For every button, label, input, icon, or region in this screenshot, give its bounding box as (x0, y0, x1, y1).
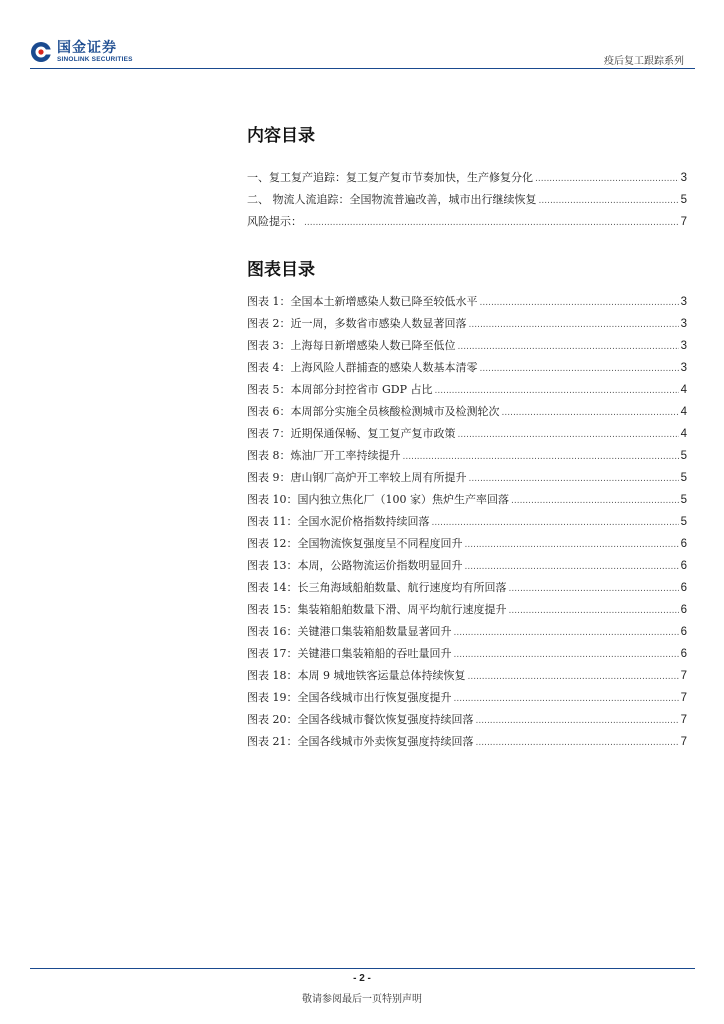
figure-entry[interactable] (247, 577, 687, 599)
figure-entry-label: 图表 7：近期保通保畅、复工复产复市政策 (247, 427, 456, 440)
dot-leader (454, 688, 679, 710)
figure-entry-page: 6 (680, 648, 687, 660)
figure-entry[interactable] (247, 643, 687, 665)
contents-entry-label: 一、复工复产追踪：复工复产复市节奏加快，生产修复分化 (247, 171, 533, 184)
figure-entry-page: 5 (680, 472, 687, 484)
figure-entry-label: 图表 6：本周部分实施全员核酸检测城市及检测轮次 (247, 405, 500, 418)
contents-entry-page: 5 (680, 194, 687, 206)
figure-entry[interactable] (247, 379, 687, 401)
figure-entry-label: 图表 2：近一周，多数省市感染人数显著回落 (247, 317, 467, 330)
figure-entry[interactable] (247, 621, 687, 643)
figure-entry-label: 图表 17：关键港口集装箱船的吞吐量回升 (247, 647, 452, 660)
dot-leader (511, 490, 679, 512)
figure-entry-page: 5 (680, 494, 687, 506)
figure-entry-label: 图表 12：全国物流恢复强度呈不同程度回升 (247, 537, 463, 550)
dot-leader (403, 446, 679, 468)
dot-leader (432, 512, 679, 534)
page-number: - 2 - (353, 973, 371, 984)
dot-leader (539, 190, 679, 212)
dot-leader (467, 666, 678, 688)
figure-entry-label: 图表 4：上海风险人群捕查的感染人数基本清零 (247, 361, 478, 374)
figure-entry-label: 图表 3：上海每日新增感染人数已降至低位 (247, 339, 456, 352)
contents-entry[interactable] (247, 189, 687, 211)
main-content (247, 125, 687, 753)
figure-entry-page: 6 (680, 626, 687, 638)
figure-entry[interactable] (247, 665, 687, 687)
dot-leader (465, 556, 679, 578)
figure-entry[interactable] (247, 291, 687, 313)
figure-entry-page: 6 (680, 582, 687, 594)
figure-entry-page: 6 (680, 538, 687, 550)
report-series-title: 疫后复工跟踪系列 (604, 56, 684, 67)
figure-entry-label: 图表 15：集装箱船舶数量下滑、周平均航行速度提升 (247, 603, 507, 616)
figure-entry-page: 5 (680, 450, 687, 462)
figure-entry-label: 图表 20：全国各线城市餐饮恢复强度持续回落 (247, 713, 474, 726)
dot-leader (304, 212, 679, 234)
figure-entry[interactable] (247, 335, 687, 357)
dot-leader (476, 732, 679, 754)
dot-leader (454, 644, 679, 666)
dot-leader (469, 468, 679, 490)
dot-leader (458, 336, 679, 358)
figure-entry[interactable] (247, 445, 687, 467)
figure-entry[interactable] (247, 709, 687, 731)
figure-entry[interactable] (247, 533, 687, 555)
figure-entry-page: 4 (680, 406, 687, 418)
figure-entry-page: 3 (680, 362, 687, 374)
figure-entry[interactable] (247, 313, 687, 335)
figure-entry-page: 7 (680, 714, 687, 726)
dot-leader (465, 534, 679, 556)
contents-heading: 内容目录 (247, 126, 315, 146)
figure-entry[interactable] (247, 555, 687, 577)
dot-leader (502, 402, 679, 424)
figure-entry[interactable] (247, 401, 687, 423)
figure-entry-label: 图表 14：长三角海域船舶数量、航行速度均有所回落 (247, 581, 507, 594)
figure-entry-page: 5 (680, 516, 687, 528)
figure-entry-label: 图表 10：国内独立焦化厂（100 家）焦炉生产率回落 (247, 493, 509, 506)
contents-entry[interactable] (247, 167, 687, 189)
figure-entry-label: 图表 5：本周部分封控省市 GDP 占比 (247, 383, 433, 396)
dot-leader (458, 424, 679, 446)
figure-entry-label: 图表 19：全国各线城市出行恢复强度提升 (247, 691, 452, 704)
figure-entry-page: 3 (680, 340, 687, 352)
figure-entry[interactable] (247, 467, 687, 489)
company-logo (30, 40, 133, 64)
contents-entry[interactable] (247, 211, 687, 233)
dot-leader (480, 292, 679, 314)
figure-entry-label: 图表 18：本周 9 城地铁客运量总体持续恢复 (247, 669, 466, 682)
figure-entry[interactable] (247, 731, 687, 753)
figure-entry-label: 图表 9：唐山钢厂高炉开工率较上周有所提升 (247, 471, 467, 484)
figure-entry[interactable] (247, 599, 687, 621)
figure-entry-label: 图表 1：全国本土新增感染人数已降至较低水平 (247, 295, 478, 308)
figure-entry-label: 图表 13：本周，公路物流运价指数明显回升 (247, 559, 463, 572)
dot-leader (435, 380, 679, 402)
logo-english-name: SINOLINK SECURITIES (57, 56, 133, 63)
figure-entry-page: 7 (680, 670, 687, 682)
figure-entry-label: 图表 8：炼油厂开工率持续提升 (247, 449, 401, 462)
figure-entry-label: 图表 21：全国各线城市外卖恢复强度持续回落 (247, 735, 474, 748)
dot-leader (480, 358, 679, 380)
dot-leader (454, 622, 679, 644)
contents-entry-label: 风险提示： (247, 215, 302, 228)
figure-entry[interactable] (247, 423, 687, 445)
contents-entry-page: 7 (680, 216, 687, 228)
figure-entry[interactable] (247, 489, 687, 511)
header-divider (30, 68, 695, 69)
figure-entry-page: 4 (680, 384, 687, 396)
figure-entry-label: 图表 11：全国水泥价格指数持续回落 (247, 515, 430, 528)
logo-chinese-name: 国金证券 (57, 40, 117, 56)
dot-leader (476, 710, 679, 732)
figure-entry-page: 4 (680, 428, 687, 440)
figure-entry-page: 7 (680, 692, 687, 704)
dot-leader (509, 600, 679, 622)
page-header (0, 0, 724, 75)
figures-list (247, 291, 687, 753)
figure-entry-page: 3 (680, 296, 687, 308)
dot-leader (509, 578, 679, 600)
contents-entry-label: 二、 物流人流追踪：全国物流普遍改善，城市出行继续恢复 (247, 193, 537, 206)
contents-list (247, 167, 687, 233)
dot-leader (469, 314, 679, 336)
figure-entry[interactable] (247, 511, 687, 533)
figure-entry-page: 3 (680, 318, 687, 330)
dot-leader (535, 168, 679, 190)
figures-heading: 图表目录 (247, 260, 315, 280)
disclaimer-text: 敬请参阅最后一页特别声明 (302, 994, 422, 1005)
footer-divider (30, 968, 695, 969)
sinolink-logo-icon (30, 41, 52, 63)
figure-entry-page: 6 (680, 604, 687, 616)
figure-entry[interactable] (247, 687, 687, 709)
figure-entry[interactable] (247, 357, 687, 379)
contents-entry-page: 3 (680, 172, 687, 184)
figure-entry-label: 图表 16：关键港口集装箱船数量显著回升 (247, 625, 452, 638)
figure-entry-page: 7 (680, 736, 687, 748)
figure-entry-page: 6 (680, 560, 687, 572)
